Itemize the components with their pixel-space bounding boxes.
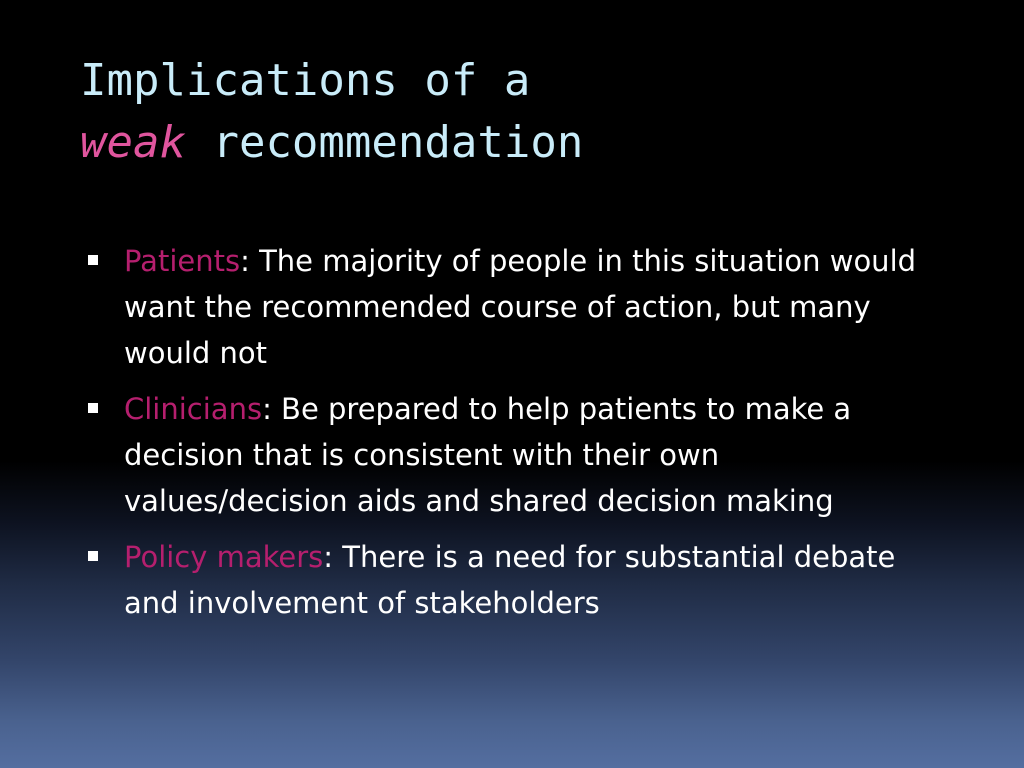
bullet-list xyxy=(88,238,928,636)
square-bullet-icon xyxy=(88,255,98,265)
bullet-text: : Be prepared to help patients to make a decision that is consistent with their own values/decision aids and shared decision making xyxy=(124,392,852,518)
square-bullet-icon xyxy=(88,551,98,561)
bullet-item-policy-makers xyxy=(88,534,928,626)
bullet-item-clinicians xyxy=(88,386,928,524)
title-line-2: recommendation xyxy=(185,117,584,168)
bullet-text: : The majority of people in this situation would want the recommended course of action, but many would not xyxy=(124,244,917,370)
bullet-text: : There is a need for substantial debate and involvement of stakeholders xyxy=(124,540,896,620)
bullet-item-patients xyxy=(88,238,928,376)
square-bullet-icon xyxy=(88,403,98,413)
title-line-1: Implications of a xyxy=(80,55,531,106)
title-emphasis-word: weak xyxy=(80,117,186,168)
slide-title xyxy=(80,50,960,174)
bullet-term: Policy makers xyxy=(124,540,324,574)
bullet-term: Patients xyxy=(124,244,241,278)
bullet-term: Clinicians xyxy=(124,392,263,426)
